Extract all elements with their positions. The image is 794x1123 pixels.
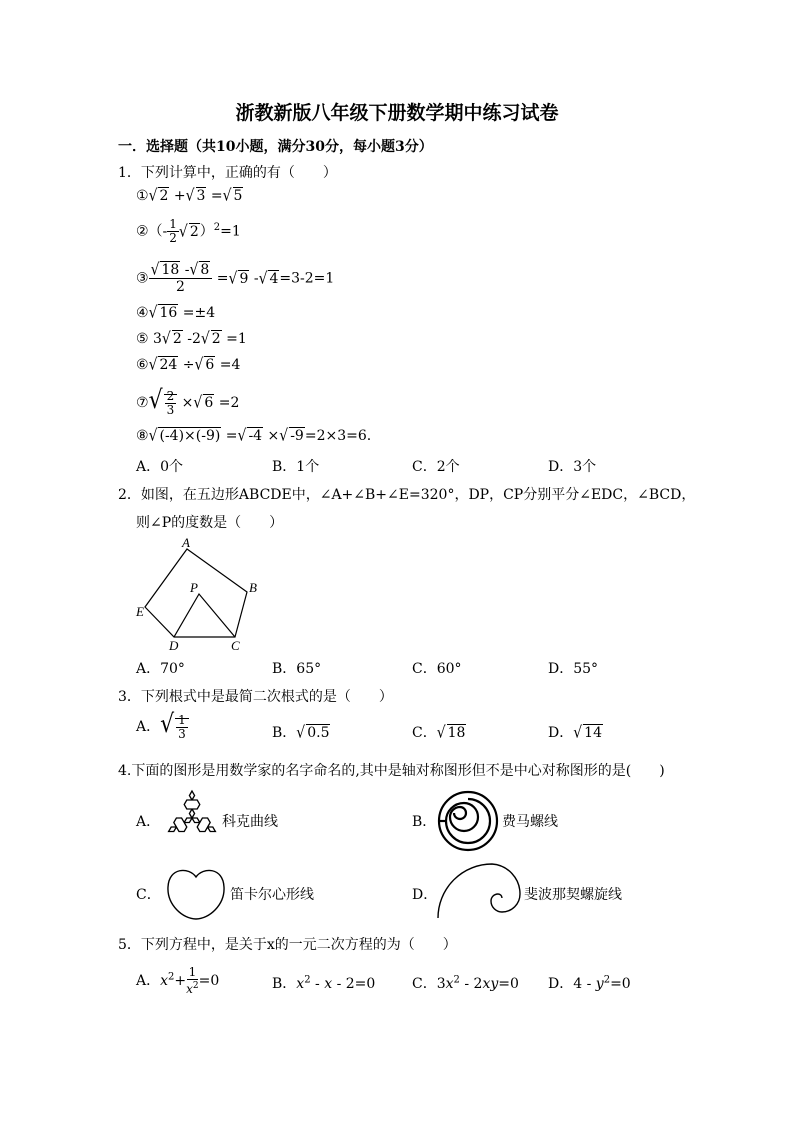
q2-option-a[interactable]: A．70° <box>136 661 185 677</box>
q2-stem-line1: 2．如图，在五边形ABCDE中，∠A+∠B+∠E=320°，DP，CP分别平分∠EDC，∠BCD， <box>118 487 696 503</box>
q1-item-8: ⑧√ (-4)×(-9) =√ -4 ×√ -9=2×3=6. <box>136 426 372 446</box>
q1-item-7: ⑦√ $\frac{2}{3}$ ×√ 6 =2 <box>136 386 240 417</box>
q3-option-c[interactable]: C．√ 18 <box>412 723 466 743</box>
q5-stem: 5．下列方程中，是关于x的一元二次方程的为（ ） <box>118 937 457 953</box>
angle-bisector-lines <box>174 594 235 637</box>
q1-option-a[interactable]: A．0个 <box>136 459 184 475</box>
koch-outline <box>169 791 216 832</box>
q5-option-a[interactable]: A．$x^2+$ $\frac{1}{x^2}$ =0 <box>136 965 220 996</box>
q4-option-d-name: 斐波那契螺旋线 <box>524 887 622 903</box>
q1-option-b[interactable]: B．1个 <box>272 459 320 475</box>
label-c: C <box>231 638 240 653</box>
q4-option-d-letter[interactable]: D． <box>412 887 438 903</box>
q1-option-d[interactable]: D．3个 <box>548 459 597 475</box>
q1-item-3: ③ $\frac{√ 18 -√ 8}{2}$ =√ 9 -√ 4=3-2=1 <box>136 260 335 295</box>
q4-option-b-letter[interactable]: B． <box>412 814 437 830</box>
pentagon-figure <box>130 532 270 657</box>
q3-stem: 3．下列根式中是最简二次根式的是（ ） <box>118 689 393 705</box>
q1-item-1: ①√ 2 +√ 3 =√ 5 <box>136 186 243 206</box>
fermat-spiral-icon <box>434 787 502 855</box>
label-b: B <box>249 580 257 595</box>
q1-item-5: ⑤ 3√ 2 -2√ 2 =1 <box>136 329 247 349</box>
q4-option-b-name: 费马螺线 <box>502 814 558 830</box>
q2-option-b[interactable]: B．65° <box>272 661 322 677</box>
section-heading: 一．选择题（共10小题，满分30分，每小题3分） <box>118 139 433 155</box>
q4-option-a-name: 科克曲线 <box>222 814 278 830</box>
q3-option-d[interactable]: D．√ 14 <box>548 723 602 743</box>
q4-option-a-letter[interactable]: A． <box>136 814 161 830</box>
q1-option-c[interactable]: C．2个 <box>412 459 460 475</box>
q5-option-d[interactable]: D．$4 - y^2=0$ <box>548 974 631 992</box>
q4-stem: 4.下面的图形是用数学家的名字命名的,其中是轴对称图形但不是中心对称图形的是( ) <box>118 763 665 779</box>
label-p: P <box>190 580 198 595</box>
koch-snowflake-icon <box>161 787 223 849</box>
q2-stem-line2: 则∠P的度数是（ ） <box>136 515 284 531</box>
q2-option-c[interactable]: C．60° <box>412 661 462 677</box>
q1-stem: 1．下列计算中，正确的有（ ） <box>118 165 337 181</box>
q5-option-c[interactable]: C．$3x^2 - 2xy=0$ <box>412 974 519 992</box>
q3-option-a[interactable]: A．√ $\frac{1}{3}$ <box>136 712 189 741</box>
q1-item-6: ⑥√ 24 ÷√ 6 =4 <box>136 355 241 375</box>
fibonacci-spiral-icon <box>434 860 524 920</box>
cardioid-icon <box>165 865 227 921</box>
q2-option-d[interactable]: D．55° <box>548 661 599 677</box>
label-d: D <box>169 638 179 653</box>
label-e: E <box>136 604 144 619</box>
label-a: A <box>182 535 190 550</box>
q1-item-2: ②（- $\frac{1}{2}$ √ 2）$^2$=1 <box>136 217 241 245</box>
page-title: 浙教新版八年级下册数学期中练习试卷 <box>235 102 559 124</box>
q5-option-b[interactable]: B．$x^2 - x - 2=0$ <box>272 974 376 992</box>
q4-option-c-letter[interactable]: C． <box>136 887 161 903</box>
q1-item-4: ④√ 16 =±4 <box>136 303 216 323</box>
q4-option-c-name: 笛卡尔心形线 <box>230 887 314 903</box>
q3-option-b[interactable]: B．√ 0.5 <box>272 723 330 743</box>
